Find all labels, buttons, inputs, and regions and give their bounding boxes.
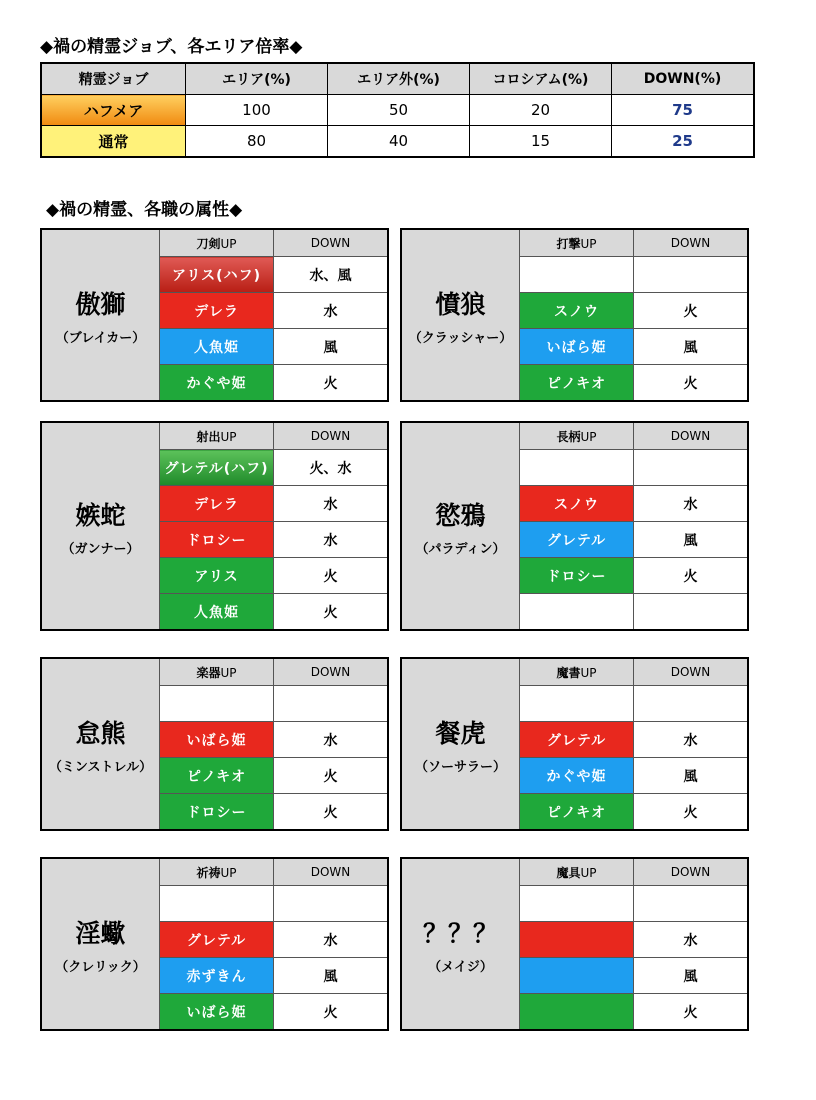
spirit-cell: いばら姫: [160, 722, 274, 758]
job-block: [40, 421, 389, 631]
spirit-cell: グレテル: [160, 922, 274, 958]
up-header: [160, 658, 274, 686]
attribute-cell: [634, 450, 749, 486]
attribute-cell: 火: [274, 365, 389, 402]
job-reading: （ソーサラー）: [414, 759, 506, 775]
attribute-cell: [634, 686, 749, 722]
attribute-cell: 水: [634, 486, 749, 522]
rate-colosseum: 15: [470, 126, 612, 158]
spirit-cell: ドロシー: [160, 522, 274, 558]
spirit-cell: [520, 922, 634, 958]
spirit-cell: グレテル: [520, 722, 634, 758]
spirit-cell: [520, 886, 634, 922]
job-header-row: [401, 858, 748, 886]
attribute-cell: 水、風: [274, 257, 389, 293]
attribute-cell: 火: [274, 794, 389, 831]
spirit-cell: ドロシー: [160, 794, 274, 831]
job-name-cell: [401, 229, 520, 401]
spirit-cell: かぐや姫: [160, 365, 274, 402]
attribute-cell: 火: [634, 293, 749, 329]
job-kanji: 憤狼: [435, 289, 486, 319]
job-name-cell: [401, 422, 520, 630]
job-kanji: 淫蠍: [75, 918, 126, 948]
job-name-cell: [41, 658, 160, 830]
spirit-cell: いばら姫: [160, 994, 274, 1031]
spirit-cell: [520, 450, 634, 486]
attribute-cell: 風: [634, 522, 749, 558]
job-kanji: 慾鴉: [435, 500, 486, 530]
spirit-cell: かぐや姫: [520, 758, 634, 794]
attr-title: ◆禍の精霊、各職の属性◆: [46, 200, 243, 220]
rate-header-job: 精霊ジョブ: [41, 63, 186, 95]
spirit-cell: [520, 958, 634, 994]
up-kanji: 刀剣: [196, 236, 221, 251]
up-label: UP: [580, 429, 597, 444]
job-reading: （クラッシャー）: [408, 330, 513, 346]
table-row: [41, 126, 754, 158]
attribute-cell: 水: [634, 722, 749, 758]
attribute-cell: [634, 886, 749, 922]
attribute-cell: 風: [634, 758, 749, 794]
attribute-cell: 火、水: [274, 450, 389, 486]
down-header: DOWN: [274, 658, 389, 686]
up-kanji: 射出: [196, 429, 221, 444]
spirit-cell: [520, 686, 634, 722]
spirit-cell: [520, 257, 634, 293]
job-block: [400, 657, 749, 831]
rate-outside: 50: [328, 95, 470, 126]
rate-colosseum: 20: [470, 95, 612, 126]
attribute-cell: 風: [274, 329, 389, 365]
up-kanji: 祈祷: [196, 865, 221, 880]
attribute-cell: 火: [634, 994, 749, 1031]
up-header: [160, 229, 274, 257]
attribute-cell: 水: [274, 722, 389, 758]
up-label: UP: [580, 665, 597, 680]
attribute-cell: [634, 257, 749, 293]
attribute-cell: 火: [634, 558, 749, 594]
job-header-row: [401, 422, 748, 450]
rate-area: 100: [186, 95, 328, 126]
job-block: [40, 657, 389, 831]
spirit-cell: グレテル(ハフ): [160, 450, 274, 486]
spirit-cell: ドロシー: [520, 558, 634, 594]
job-name-cell: [41, 422, 160, 630]
up-label: UP: [220, 236, 237, 251]
attribute-cell: 火: [634, 794, 749, 831]
job-header-row: [401, 229, 748, 257]
up-header: [520, 658, 634, 686]
attribute-cell: 水: [274, 486, 389, 522]
down-header: DOWN: [634, 422, 749, 450]
job-header-row: [41, 422, 388, 450]
down-header: DOWN: [634, 658, 749, 686]
spirit-cell: ピノキオ: [160, 758, 274, 794]
attribute-cell: [274, 886, 389, 922]
rate-header-row: [41, 63, 754, 95]
attribute-cell: 火: [274, 758, 389, 794]
spirit-cell: デレラ: [160, 486, 274, 522]
rate-title: ◆禍の精霊ジョブ、各エリア倍率◆: [40, 37, 303, 57]
spirit-cell: 人魚姫: [160, 329, 274, 365]
job-reading: （ミンストレル）: [48, 759, 153, 775]
up-label: UP: [220, 865, 237, 880]
up-label: UP: [220, 429, 237, 444]
job-header-row: [41, 658, 388, 686]
rate-name-normal: 通常: [41, 126, 186, 158]
attribute-cell: 風: [634, 329, 749, 365]
attribute-cell: 火: [274, 558, 389, 594]
down-header: DOWN: [274, 422, 389, 450]
job-block: [40, 228, 389, 402]
spirit-cell: ピノキオ: [520, 794, 634, 831]
rate-name-hafumea: ハフメア: [41, 95, 186, 126]
rate-table: [40, 62, 755, 158]
down-header: DOWN: [634, 229, 749, 257]
down-header: DOWN: [274, 229, 389, 257]
attribute-cell: 火: [634, 365, 749, 402]
job-block: [400, 228, 749, 402]
job-reading: （メイジ）: [428, 959, 493, 975]
job-header-row: [41, 229, 388, 257]
spirit-cell: スノウ: [520, 293, 634, 329]
job-name-cell: [401, 858, 520, 1030]
job-block: [400, 857, 749, 1031]
spirit-cell: スノウ: [520, 486, 634, 522]
job-block: [40, 857, 389, 1031]
job-name-cell: [41, 229, 160, 401]
up-header: [160, 422, 274, 450]
job-kanji: 傲獅: [75, 289, 126, 319]
attribute-cell: 水: [634, 922, 749, 958]
spirit-cell: ピノキオ: [520, 365, 634, 402]
job-reading: （ブレイカー）: [55, 330, 146, 346]
job-block: [400, 421, 749, 631]
job-reading: （パラディン）: [415, 541, 506, 557]
spirit-cell: [160, 886, 274, 922]
down-header: DOWN: [634, 858, 749, 886]
rate-header-area: エリア(%): [186, 63, 328, 95]
attribute-cell: 風: [274, 958, 389, 994]
rate-header-colosseum: コロシアム(%): [470, 63, 612, 95]
rate-header-down: DOWN(%): [612, 63, 755, 95]
attribute-cell: 風: [634, 958, 749, 994]
job-header-row: [41, 858, 388, 886]
up-header: [520, 422, 634, 450]
rate-area: 80: [186, 126, 328, 158]
spirit-cell: デレラ: [160, 293, 274, 329]
up-kanji: 楽器: [196, 665, 221, 680]
attribute-cell: 水: [274, 922, 389, 958]
spirit-cell: 人魚姫: [160, 594, 274, 631]
job-kanji: ？？？: [422, 918, 498, 948]
rate-down: 25: [612, 126, 755, 158]
attribute-cell: [274, 686, 389, 722]
job-reading: （ガンナー）: [61, 541, 140, 557]
rate-down: 75: [612, 95, 755, 126]
up-label: UP: [580, 236, 597, 251]
down-header: DOWN: [274, 858, 389, 886]
table-row: [41, 95, 754, 126]
up-header: [520, 858, 634, 886]
attribute-cell: 水: [274, 522, 389, 558]
job-name-cell: [401, 658, 520, 830]
spirit-cell: [520, 994, 634, 1031]
spirit-cell: アリス(ハフ): [160, 257, 274, 293]
spirit-cell: アリス: [160, 558, 274, 594]
up-kanji: 魔書: [556, 665, 581, 680]
spirit-cell: [160, 686, 274, 722]
up-header: [160, 858, 274, 886]
job-name-cell: [41, 858, 160, 1030]
attribute-cell: 火: [274, 994, 389, 1031]
spirit-cell: [520, 594, 634, 631]
up-header: [520, 229, 634, 257]
job-header-row: [401, 658, 748, 686]
up-kanji: 打撃: [556, 236, 581, 251]
job-kanji: 怠熊: [75, 718, 126, 748]
spirit-cell: いばら姫: [520, 329, 634, 365]
job-kanji: 餐虎: [435, 718, 486, 748]
rate-header-outside: エリア外(%): [328, 63, 470, 95]
attribute-cell: 水: [274, 293, 389, 329]
spirit-cell: グレテル: [520, 522, 634, 558]
rate-outside: 40: [328, 126, 470, 158]
attribute-cell: 火: [274, 594, 389, 631]
attribute-cell: [634, 594, 749, 631]
up-label: UP: [580, 865, 597, 880]
job-reading: （クレリック）: [55, 959, 146, 975]
spirit-cell: 赤ずきん: [160, 958, 274, 994]
up-kanji: 魔具: [556, 865, 581, 880]
up-kanji: 長柄: [556, 429, 581, 444]
up-label: UP: [220, 665, 237, 680]
job-kanji: 嫉蛇: [75, 500, 126, 530]
